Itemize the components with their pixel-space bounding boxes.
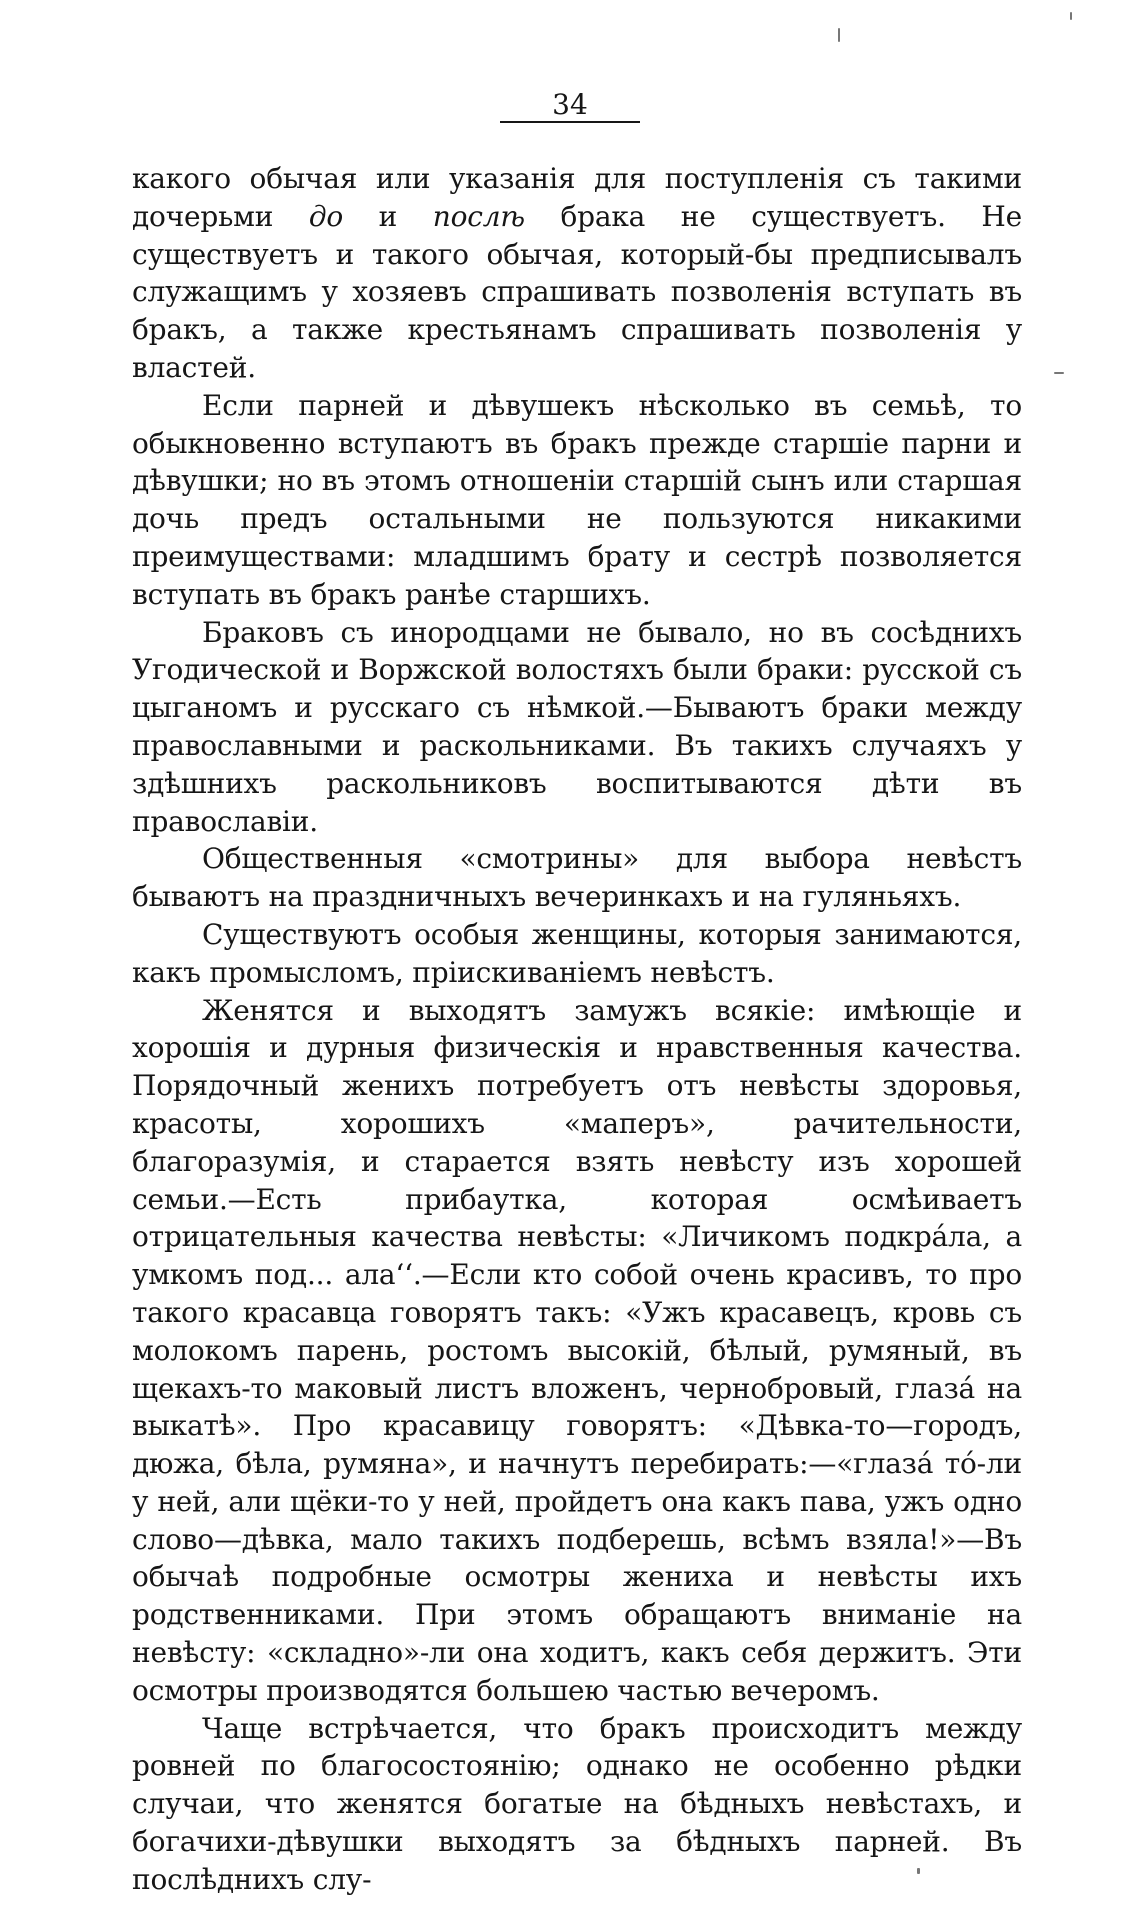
- scan-speck: [838, 28, 840, 42]
- paragraph-1-text-c: брака не существуетъ. Не существуетъ и такого обычая, который-бы предписывалъ служащимъ у хозяевъ спрашивать позволенія вступать въ бракъ, а также крестьянамъ спрашивать позволенія у властей.: [132, 199, 1023, 384]
- paragraph-4: Общественныя «смотрины» для выбора невѣстъ бываютъ на праздничныхъ вечеринкахъ и на гуляньяхъ.: [132, 842, 1022, 914]
- paragraph-1: [132, 160, 1022, 387]
- paragraph-5: Существуютъ особыя женщины, которыя занимаются, какъ промысломъ, пріискиваніемъ невѣстъ.: [132, 917, 1022, 989]
- scan-speck: [1070, 12, 1072, 20]
- scan-speck: [917, 1868, 920, 1874]
- paragraph-3: Браковъ съ инородцами не бывало, но въ сосѣднихъ Угодической и Воржской волостяхъ были браки: русской съ цыганомъ и русскаго съ нѣмкой.—Бываютъ браки между православными и раскольниками. Въ такихъ случаяхъ у здѣшнихъ раскольниковъ воспитываются дѣти въ православіи.: [132, 615, 1022, 838]
- italic-word-posle: послѣ: [432, 199, 525, 233]
- paragraph-7: Чаще встрѣчается, что бракъ происходитъ между ровней по благосостоянію; однако не особенно рѣдки случаи, что женятся богатые на бѣдныхъ невѣстахъ, и богачихи-дѣвушки выходятъ за бѣдныхъ парней. Въ послѣднихъ слу-: [132, 1711, 1022, 1896]
- italic-word-do: до: [308, 199, 344, 233]
- paragraph-1-text-b: и: [343, 199, 433, 233]
- paragraph-1-text-a: какого обычая или указанія для поступленія съ такими дочерьми: [132, 162, 1022, 233]
- page-number-rule: [500, 121, 640, 123]
- body-text: [132, 160, 1022, 1899]
- scan-speck: [1054, 372, 1064, 374]
- paragraph-6: Женятся и выходятъ замужъ всякіе: имѣющіе и хорошія и дурныя физическія и нравственныя качества. Порядочный женихъ потребуетъ отъ невѣсты здоровья, красоты, хорошихъ «маперъ», рачительности, благоразумія, и старается взять невѣсту изъ хорошей семьи.—Есть прибаутка, которая осмѣиваетъ отрицательныя качества невѣсты: «Личикомъ подкрáла, а умкомъ под... ала‘‘.—Если кто собой очень красивъ, то про такого красавца говорятъ такъ: «Ужъ красавецъ, кровь съ молокомъ парень, ростомъ высокій, бѣлый, румяный, въ щекахъ-то маковый листъ вложенъ, чернобровый, глазá на выкатѣ». Про красавицу говорятъ: «Дѣвка-то—городъ, дюжа, бѣла, румяна», и начнутъ перебирать:—«глазá тó-ли у ней, али щёки-то у ней, пройдетъ она какъ пава, ужъ одно слово—дѣвка, мало такихъ подберешь, всѣмъ взяла!»—Въ обычаѣ подробные осмотры жениха и невѣсты ихъ родственниками. При этомъ обращаютъ вниманіе на невѣсту: «складно»-ли она ходитъ, какъ себя держитъ. Эти осмотры производятся большею частью вечеромъ.: [132, 993, 1022, 1707]
- page-number: 34: [552, 88, 588, 121]
- paragraph-2: Если парней и дѣвушекъ нѣсколько въ семьѣ, то обыкновенно вступаютъ въ бракъ прежде старшіе парни и дѣвушки; но въ этомъ отношеніи старшій сынъ или старшая дочь предъ остальными не пользуются никакими преимуществами: младшимъ брату и сестрѣ позволяется вступать въ бракъ ранѣе старшихъ.: [132, 388, 1022, 611]
